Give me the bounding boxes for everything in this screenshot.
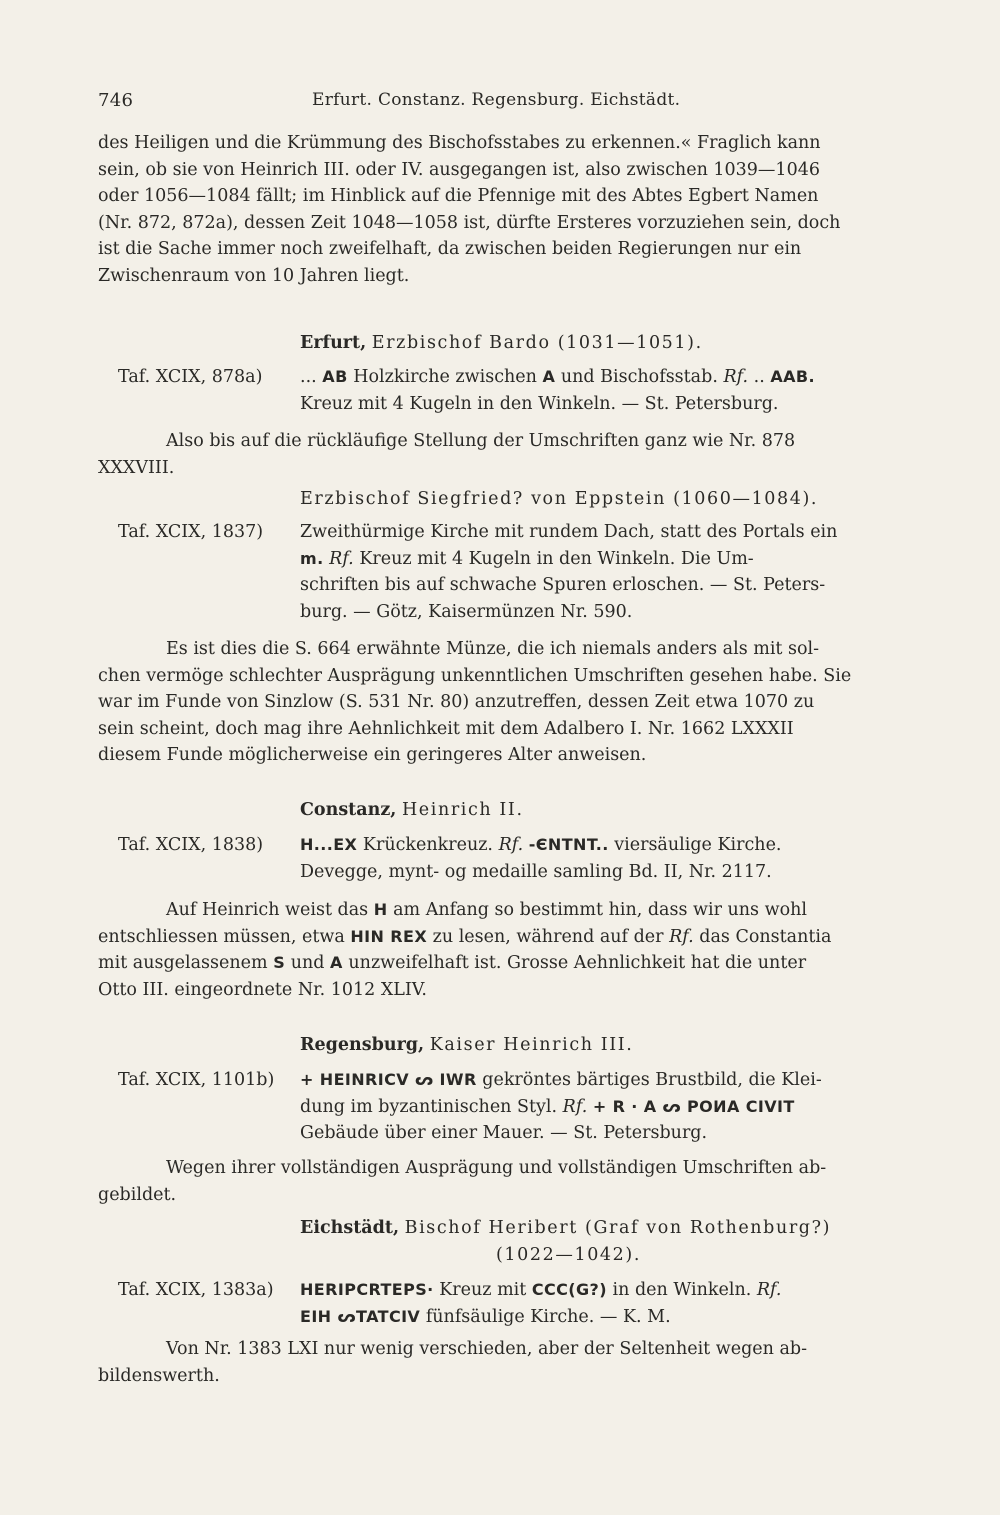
- text-line: ist die Sache immer noch zweifelhaft, da zwischen beiden Regierungen nur ein: [98, 239, 802, 259]
- note-paragraph: [98, 1336, 888, 1389]
- running-head: Erfurt. Constanz. Regensburg. Eichstädt.: [312, 90, 681, 110]
- text-line: XXXVIII.: [98, 457, 175, 478]
- note-paragraph: [98, 428, 888, 481]
- note-paragraph: [98, 897, 888, 1003]
- text-line: gebildet.: [98, 1184, 177, 1205]
- coin-legend: S: [273, 953, 286, 972]
- description-line: Gebäude über einer Mauer. — St. Petersburg.: [300, 1123, 708, 1143]
- text-line: oder 1056—1084 fällt; im Hinblick auf die Pfennige mit des Abtes Egbert Namen: [98, 186, 819, 206]
- text-line: Es ist dies die S. 664 erwähnte Münze, die ich niemals anders als mit sol-: [166, 639, 820, 659]
- coin-legend: EIH ᔕTATCIV: [300, 1306, 421, 1326]
- note-paragraph: [98, 636, 888, 769]
- section-heading-regensburg: [300, 1032, 633, 1058]
- text-line: des Heiligen und die Krümmung des Bischofsstabes zu erkennen.« Fraglich kann: [98, 133, 821, 153]
- coin-legend: m.: [300, 548, 324, 568]
- plate-reference: Taf. XCIX, 1101b): [118, 1070, 275, 1090]
- description: Holzkirche zwischen: [353, 367, 537, 387]
- description: fünfsäulige Kirche. — K. M.: [425, 1306, 671, 1327]
- text: am Anfang so bestimmt hin, dass wir uns wohl: [393, 900, 807, 920]
- plate-reference: Taf. XCIX, 878a): [118, 367, 263, 387]
- text: das Constantia: [699, 926, 832, 947]
- note-paragraph: [98, 1155, 888, 1208]
- intro-paragraph: [98, 130, 888, 289]
- heading-dates: (1022—1042).: [496, 1245, 641, 1265]
- heading-ruler: Kaiser Heinrich III.: [429, 1035, 634, 1055]
- page-number: 746: [98, 90, 134, 111]
- coin-legend: -ЄNTNT..: [528, 835, 609, 854]
- description: Kreuz mit: [439, 1280, 527, 1300]
- text-line: sein, ob sie von Heinrich III. oder IV. ausgegangen ist, also zwischen 1039—1046: [98, 159, 820, 180]
- text-line: Von Nr. 1383 LXI nur wenig verschieden, aber der Seltenheit wegen ab-: [166, 1339, 808, 1359]
- description-line: Kreuz mit 4 Kugeln in den Winkeln. — St. Petersburg.: [300, 393, 779, 414]
- ellipsis: ..: [753, 367, 765, 387]
- text-line: bildenswerth.: [98, 1365, 220, 1386]
- text-line: diesem Funde möglicherweise ein geringeres Alter anweisen.: [98, 745, 647, 765]
- text-line: Zwischenraum von 10 Jahren liegt.: [98, 265, 410, 286]
- description-line: Zweithürmige Kirche mit rundem Dach, statt des Portals ein: [300, 522, 838, 542]
- reverse-abbrev: Rf.: [756, 1280, 782, 1300]
- plate-reference: Taf. XCIX, 1383a): [118, 1280, 274, 1300]
- description-line: schriften bis auf schwache Spuren erloschen. — St. Peters-: [300, 575, 826, 595]
- coin-legend: AAB.: [770, 367, 815, 386]
- text: Auf Heinrich weist das: [166, 900, 369, 920]
- text-line: war im Funde von Sinzlow (S. 531 Nr. 80) anzutreffen, dessen Zeit etwa 1070 zu: [98, 692, 815, 712]
- reverse-abbrev: Rf.: [723, 367, 749, 387]
- description: in den Winkeln.: [612, 1280, 752, 1300]
- heading-place: Eichstädt,: [300, 1218, 400, 1238]
- plate-reference: Taf. XCIX, 1838): [118, 835, 264, 855]
- section-heading-dates: [496, 1242, 641, 1268]
- description: viersäulige Kirche.: [614, 835, 782, 855]
- heading-ruler: Heinrich II.: [401, 800, 524, 820]
- coin-legend: H: [373, 900, 388, 919]
- section-heading-eichstaedt: [300, 1215, 831, 1241]
- text: mit ausgelassenem: [98, 953, 268, 973]
- coin-legend: + HEINRICV ᔕ IWR: [300, 1070, 477, 1089]
- coin-legend: A: [330, 953, 343, 972]
- text-line: Otto III. eingeordnete Nr. 1012 XLIV.: [98, 979, 427, 1000]
- reverse-abbrev: Rf.: [498, 835, 524, 855]
- section-heading-constanz: [300, 797, 524, 823]
- reverse-abbrev: Rf.: [562, 1096, 588, 1117]
- text: entschliessen müssen, etwa: [98, 926, 345, 947]
- plate-reference: Taf. XCIX, 1837): [118, 522, 264, 542]
- description-line: Devegge, mynt- og medaille samling Bd. II, Nr. 2117.: [300, 861, 772, 882]
- text-line: (Nr. 872, 872a), dessen Zeit 1048—1058 ist, dürfte Ersteres vorzuziehen sein, doch: [98, 212, 841, 233]
- description: gekröntes bärtiges Brustbild, die Klei-: [482, 1070, 822, 1090]
- coin-legend: HIN REX: [350, 926, 428, 946]
- description-line: burg. — Götz, Kaisermünzen Nr. 590.: [300, 601, 633, 622]
- heading-ruler: Erzbischof Bardo (1031—1051).: [371, 333, 703, 353]
- ellipsis: ...: [300, 367, 317, 387]
- reverse-abbrev: Rf.: [669, 926, 694, 947]
- coin-legend: CCC(G?): [531, 1280, 607, 1299]
- reverse-abbrev: Rf.: [329, 548, 354, 569]
- heading-ruler: Erzbischof Siegfried? von Eppstein (1060—1084).: [300, 489, 819, 509]
- heading-place: Regensburg,: [300, 1035, 425, 1055]
- coin-legend: AB: [322, 367, 348, 386]
- description: Kreuz mit 4 Kugeln in den Winkeln. Die Um-: [359, 548, 754, 569]
- text-line: sein scheint, doch mag ihre Aehnlichkeit mit dem Adalbero I. Nr. 1662 LXXXII: [98, 718, 794, 739]
- text: und: [290, 953, 325, 973]
- description: Krückenkreuz.: [362, 835, 493, 855]
- text-line: chen vermöge schlechter Ausprägung unkenntlichen Umschriften gesehen habe. Sie: [98, 665, 852, 686]
- text: zu lesen, während auf der: [432, 926, 664, 947]
- description: und Bischofsstab.: [560, 367, 718, 387]
- heading-place: Constanz,: [300, 800, 397, 820]
- coin-legend: H...EX: [300, 835, 358, 854]
- coin-legend: HERIPCRTEPS·: [300, 1280, 434, 1299]
- description: dung im byzantinischen Styl.: [300, 1096, 558, 1117]
- heading-ruler: Bischof Heribert (Graf von Rothenburg?): [404, 1218, 832, 1238]
- heading-place: Erfurt,: [300, 333, 367, 353]
- text: unzweifelhaft ist. Grosse Aehnlichkeit hat die unter: [348, 953, 807, 973]
- text-line: Wegen ihrer vollständigen Ausprägung und vollständigen Umschriften ab-: [166, 1158, 827, 1178]
- text-line: Also bis auf die rückläufige Stellung der Umschriften ganz wie Nr. 878: [166, 431, 796, 451]
- coin-legend: + R · A ᔕ POИA CIVIT: [592, 1096, 795, 1116]
- coin-legend: A: [542, 367, 556, 386]
- section-heading-erfurt: [300, 330, 703, 356]
- section-subheading-siegfried: [300, 486, 818, 512]
